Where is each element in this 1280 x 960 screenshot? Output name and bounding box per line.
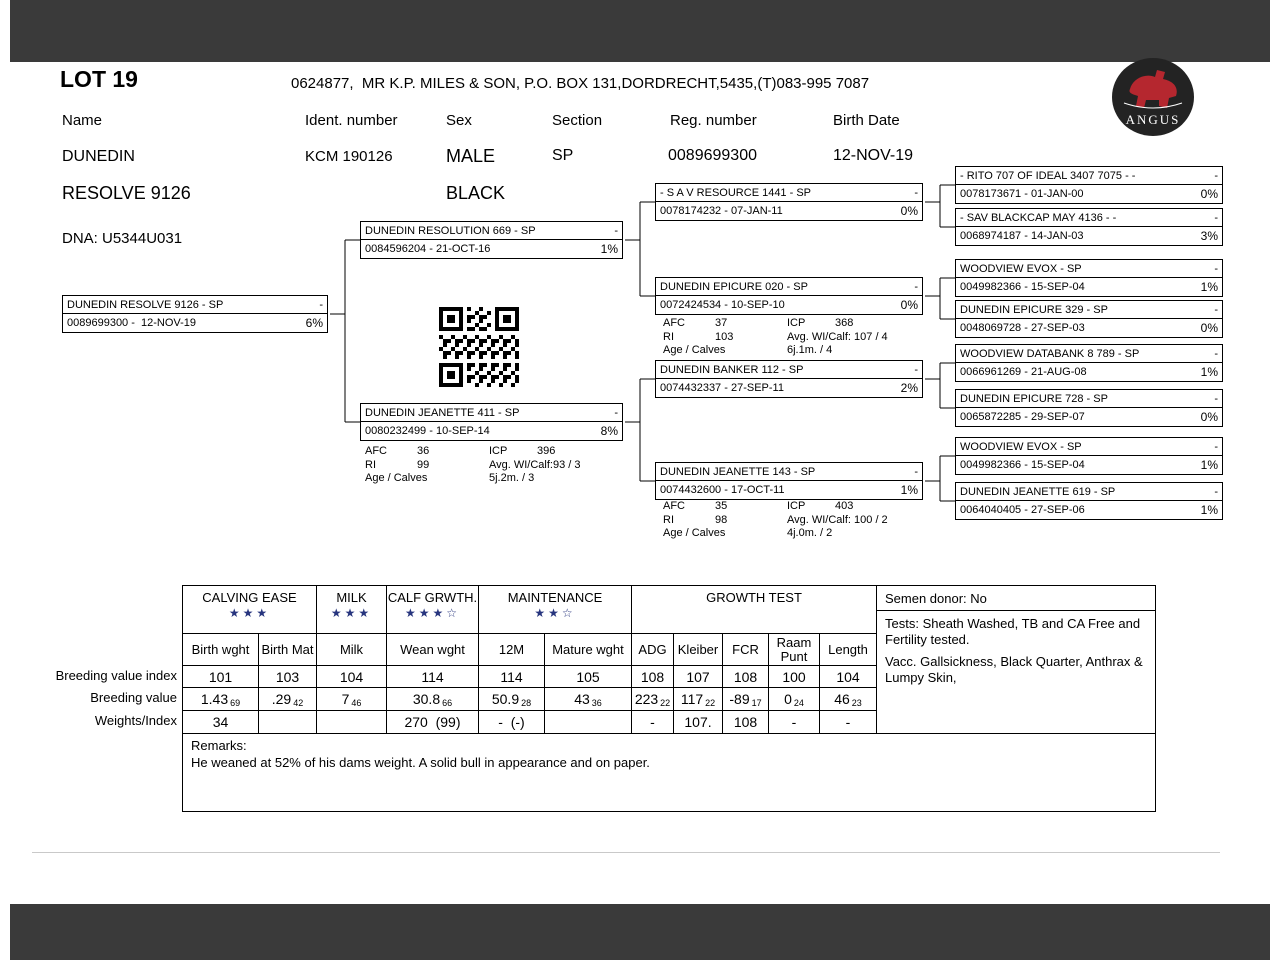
afc-value: 35 bbox=[715, 500, 728, 512]
afc-value: 37 bbox=[715, 317, 728, 329]
semen-donor-text: Semen donor: No bbox=[877, 586, 1155, 611]
lot-number: LOT 19 bbox=[60, 66, 138, 92]
stats-dam bbox=[365, 445, 623, 486]
pedigree-name: - S A V RESOURCE 1441 - SP bbox=[660, 186, 812, 199]
age-calves-label: Age / Calves bbox=[663, 527, 726, 539]
pedigree-reg: 0089699300 - 12-NOV-19 bbox=[67, 317, 197, 329]
weight-cell bbox=[258, 710, 316, 733]
angus-logo-text: ANGUS bbox=[1125, 112, 1181, 127]
ebv-cell: 0 24 bbox=[768, 687, 819, 710]
pedigree-flag: - bbox=[1214, 262, 1218, 275]
pedigree-box-ggp8 bbox=[955, 482, 1223, 520]
age-calves-value: 6j.1m. / 4 bbox=[787, 344, 833, 356]
weight-cell bbox=[544, 710, 631, 733]
star-rating: ★★★☆ bbox=[404, 606, 461, 620]
reg-value: 0089699300 bbox=[668, 147, 757, 164]
pedigree-reg: 0084596204 - 21-OCT-16 bbox=[365, 243, 491, 255]
pedigree-box-dam bbox=[360, 403, 623, 441]
star-rating: ★★★ bbox=[228, 606, 271, 620]
pedigree-box-sire bbox=[360, 221, 623, 259]
stats-dam-dam bbox=[663, 500, 925, 541]
accuracy-subscript: 24 bbox=[793, 698, 804, 708]
accuracy-subscript: 66 bbox=[442, 698, 453, 708]
pedigree-inbreeding-pct: 0% bbox=[1200, 187, 1218, 201]
pedigree-box-dam-dam bbox=[655, 462, 923, 500]
avg-wi-calf: Avg. WI/Calf: 107 / 4 bbox=[787, 330, 888, 343]
weight-cell: - (-) bbox=[478, 710, 544, 733]
age-calves-value: 4j.0m. / 2 bbox=[787, 527, 833, 539]
icp-value: 403 bbox=[835, 500, 854, 512]
pedigree-inbreeding-pct: 0% bbox=[1200, 410, 1218, 424]
pedigree-name: DUNEDIN EPICURE 020 - SP bbox=[660, 280, 808, 293]
pedigree-flag: - bbox=[1214, 440, 1218, 453]
pedigree-name: WOODVIEW EVOX - SP bbox=[960, 262, 1082, 275]
animal-name-line1: DUNEDIN bbox=[62, 148, 135, 165]
pedigree-inbreeding-pct: 3% bbox=[1200, 229, 1218, 243]
pedigree-box-ggp1 bbox=[955, 166, 1223, 204]
index-cell: 114 bbox=[478, 665, 544, 687]
pedigree-reg: 0074432337 - 27-SEP-11 bbox=[660, 382, 784, 394]
pedigree-box-ggp6 bbox=[955, 389, 1223, 427]
angus-logo bbox=[1110, 57, 1196, 137]
pedigree-flag: - bbox=[1214, 303, 1218, 316]
pedigree-inbreeding-pct: 1% bbox=[600, 242, 618, 256]
pedigree-name: WOODVIEW DATABANK 8 789 - SP bbox=[960, 347, 1140, 360]
pedigree-inbreeding-pct: 0% bbox=[900, 298, 918, 312]
side-info-panel bbox=[876, 586, 1155, 733]
reg-label: Reg. number bbox=[670, 112, 757, 129]
remarks-label: Remarks: bbox=[191, 738, 247, 753]
pedigree-flag: - bbox=[914, 280, 918, 293]
avg-wi-calf: Avg. WI/Calf:93 / 3 bbox=[489, 458, 581, 471]
section-value: SP bbox=[552, 147, 574, 164]
weight-cell bbox=[316, 710, 386, 733]
ident-label: Ident. number bbox=[305, 112, 398, 129]
index-cell: 104 bbox=[819, 665, 876, 687]
row-label-breeding-value-index: Breeding value index bbox=[55, 668, 177, 683]
colour-value: BLACK bbox=[446, 183, 506, 203]
pedigree-box-dam-sire bbox=[655, 360, 923, 398]
pedigree-inbreeding-pct: 6% bbox=[305, 316, 323, 330]
ri-label: RI bbox=[365, 458, 376, 471]
pedigree-flag: - bbox=[914, 465, 918, 478]
pedigree-inbreeding-pct: 1% bbox=[1200, 458, 1218, 472]
tests-text: Tests: Sheath Washed, TB and CA Free and Fertility tested. bbox=[885, 616, 1141, 647]
accuracy-subscript: 36 bbox=[591, 698, 602, 708]
pedigree-reg: 0080232499 - 10-SEP-14 bbox=[365, 425, 490, 437]
pedigree-name: DUNEDIN EPICURE 329 - SP bbox=[960, 303, 1108, 316]
index-cell: 105 bbox=[544, 665, 631, 687]
vaccinations-text: Vacc. Gallsickness, Black Quarter, Anthrax & Lumpy Skin, bbox=[885, 654, 1143, 685]
pedigree-box-animal bbox=[62, 295, 328, 333]
group-calving-ease bbox=[183, 586, 316, 633]
section-label: Section bbox=[552, 112, 603, 129]
weight-cell: - bbox=[819, 710, 876, 733]
row-label-breeding-value: Breeding value bbox=[90, 690, 177, 705]
accuracy-subscript: 22 bbox=[705, 698, 716, 708]
breeding-value-table bbox=[182, 585, 1156, 734]
ebv-cell: 46 23 bbox=[819, 687, 876, 710]
pedigree-reg: 0078173671 - 01-JAN-00 bbox=[960, 188, 1084, 200]
ri-value: 99 bbox=[417, 458, 430, 471]
group-label: CALF GRWTH. bbox=[387, 590, 478, 605]
ebv-cell: 7 46 bbox=[316, 687, 386, 710]
pedigree-name: DUNEDIN JEANETTE 619 - SP bbox=[960, 485, 1116, 498]
pedigree-box-sire-dam bbox=[655, 277, 923, 315]
col-header-milk: Milk bbox=[316, 633, 386, 665]
pedigree-inbreeding-pct: 0% bbox=[1200, 321, 1218, 335]
index-cell: 114 bbox=[386, 665, 478, 687]
dna-number: DNA: U5344U031 bbox=[62, 230, 183, 247]
accuracy-subscript: 22 bbox=[660, 698, 671, 708]
weight-cell: 34 bbox=[183, 710, 258, 733]
icp-label: ICP bbox=[787, 500, 806, 512]
pedigree-name: - RITO 707 OF IDEAL 3407 7075 - - bbox=[960, 169, 1136, 182]
weight-cell: 108 bbox=[722, 710, 768, 733]
ebv-cell: 50.9 28 bbox=[478, 687, 544, 710]
col-header-fcr: FCR bbox=[722, 633, 768, 665]
group-label: MILK bbox=[336, 590, 367, 605]
pedigree-reg: 0049982366 - 15-SEP-04 bbox=[960, 281, 1085, 293]
icp-value: 368 bbox=[835, 317, 854, 329]
remarks-text: He weaned at 52% of his dams weight. A solid bull in appearance and on paper. bbox=[191, 755, 650, 770]
index-cell: 108 bbox=[722, 665, 768, 687]
group-growth-test bbox=[631, 586, 876, 633]
pedigree-flag: - bbox=[614, 224, 618, 237]
pedigree-flag: - bbox=[1214, 485, 1218, 498]
pedigree-name: WOODVIEW EVOX - SP bbox=[960, 440, 1082, 453]
col-header-length: Length bbox=[819, 633, 876, 665]
ebv-cell: 43 36 bbox=[544, 687, 631, 710]
qr-code bbox=[435, 303, 523, 396]
pedigree-name: DUNEDIN RESOLVE 9126 - SP bbox=[67, 298, 224, 311]
col-header-birth-mat: Birth Mat bbox=[258, 633, 316, 665]
index-cell: 104 bbox=[316, 665, 386, 687]
weight-cell: 107. bbox=[673, 710, 722, 733]
col-header-raam-punt: Raam Punt bbox=[768, 633, 819, 665]
pedigree-box-ggp3 bbox=[955, 259, 1223, 297]
pedigree-inbreeding-pct: 1% bbox=[1200, 503, 1218, 517]
index-cell: 101 bbox=[183, 665, 258, 687]
col-header-mature-wght: Mature wght bbox=[544, 633, 631, 665]
pedigree-reg: 0078174232 - 07-JAN-11 bbox=[660, 205, 783, 217]
pedigree-flag: - bbox=[1214, 347, 1218, 360]
stats-sire-dam bbox=[663, 317, 925, 358]
afc-label: AFC bbox=[663, 317, 685, 329]
pedigree-reg: 0068974187 - 14-JAN-03 bbox=[960, 230, 1084, 242]
pedigree-reg: 0049982366 - 15-SEP-04 bbox=[960, 459, 1085, 471]
age-calves-label: Age / Calves bbox=[663, 344, 726, 356]
accuracy-subscript: 42 bbox=[293, 698, 304, 708]
index-cell: 107 bbox=[673, 665, 722, 687]
angus-logo-graphic bbox=[1110, 57, 1196, 137]
pedigree-reg: 0065872285 - 29-SEP-07 bbox=[960, 411, 1085, 423]
top-bar bbox=[10, 0, 1270, 62]
age-calves-value: 5j.2m. / 3 bbox=[489, 472, 535, 484]
afc-label: AFC bbox=[663, 500, 685, 512]
avg-wi-calf: Avg. WI/Calf: 100 / 2 bbox=[787, 513, 888, 526]
ri-label: RI bbox=[663, 330, 674, 343]
ident-value: KCM 190126 bbox=[305, 148, 393, 165]
weight-cell: - bbox=[768, 710, 819, 733]
col-header-kleiber: Kleiber bbox=[673, 633, 722, 665]
index-cell: 108 bbox=[631, 665, 673, 687]
pedigree-name: DUNEDIN BANKER 112 - SP bbox=[660, 363, 804, 376]
ebv-cell: 1.43 69 bbox=[183, 687, 258, 710]
icp-label: ICP bbox=[787, 317, 806, 329]
weight-cell: - bbox=[631, 710, 673, 733]
ri-label: RI bbox=[663, 513, 674, 526]
afc-value: 36 bbox=[417, 445, 430, 457]
pedigree-flag: - bbox=[1214, 392, 1218, 405]
pedigree-reg: 0072424534 - 10-SEP-10 bbox=[660, 299, 785, 311]
ebv-cell: 117 22 bbox=[673, 687, 722, 710]
name-label: Name bbox=[62, 112, 103, 129]
age-calves-label: Age / Calves bbox=[365, 472, 428, 484]
group-label: MAINTENANCE bbox=[507, 590, 603, 605]
pedigree-reg: 0074432600 - 17-OCT-11 bbox=[660, 484, 785, 496]
pedigree-name: DUNEDIN EPICURE 728 - SP bbox=[960, 392, 1108, 405]
ebv-cell: -89 17 bbox=[722, 687, 768, 710]
breeder-contact-line: 0624877, MR K.P. MILES & SON, P.O. BOX 131,DORDRECHT,5435,(T)083-995 7087 bbox=[291, 75, 870, 92]
ebv-cell: 223 22 bbox=[631, 687, 673, 710]
remarks-box bbox=[182, 733, 1156, 812]
weight-cell: 270 (99) bbox=[386, 710, 478, 733]
group-label: CALVING EASE bbox=[202, 590, 297, 605]
pedigree-reg: 0048069728 - 27-SEP-03 bbox=[960, 322, 1085, 334]
pedigree-flag: - bbox=[614, 406, 618, 419]
pedigree-box-sire-sire bbox=[655, 183, 923, 221]
birth-label: Birth Date bbox=[833, 112, 900, 129]
pedigree-inbreeding-pct: 2% bbox=[900, 381, 918, 395]
pedigree-flag: - bbox=[319, 298, 323, 311]
index-cell: 100 bbox=[768, 665, 819, 687]
accuracy-subscript: 17 bbox=[751, 698, 762, 708]
ri-value: 103 bbox=[715, 330, 734, 343]
pedigree-inbreeding-pct: 1% bbox=[1200, 280, 1218, 294]
accuracy-subscript: 23 bbox=[851, 698, 862, 708]
pedigree-flag: - bbox=[914, 186, 918, 199]
pedigree-inbreeding-pct: 1% bbox=[900, 483, 918, 497]
accuracy-subscript: 69 bbox=[230, 698, 241, 708]
star-rating: ★★☆ bbox=[534, 606, 576, 620]
birth-value: 12-NOV-19 bbox=[833, 147, 914, 164]
group-calf-growth bbox=[386, 586, 478, 633]
col-header-adg: ADG bbox=[631, 633, 673, 665]
pedigree-name: DUNEDIN JEANETTE 411 - SP bbox=[365, 406, 520, 419]
sex-label: Sex bbox=[446, 112, 472, 129]
ebv-cell: 30.8 66 bbox=[386, 687, 478, 710]
pedigree-inbreeding-pct: 0% bbox=[900, 204, 918, 218]
col-header-12m: 12M bbox=[478, 633, 544, 665]
group-milk bbox=[316, 586, 386, 633]
pedigree-name: - SAV BLACKCAP MAY 4136 - - bbox=[960, 211, 1117, 224]
pedigree-box-ggp5 bbox=[955, 344, 1223, 382]
pedigree-inbreeding-pct: 1% bbox=[1200, 365, 1218, 379]
accuracy-subscript: 46 bbox=[351, 698, 362, 708]
pedigree-flag: - bbox=[1214, 211, 1218, 224]
pedigree-reg: 0064040405 - 27-SEP-06 bbox=[960, 504, 1085, 516]
star-rating: ★★★ bbox=[330, 606, 373, 620]
icp-value: 396 bbox=[537, 445, 556, 457]
col-header-wean-wght: Wean wght bbox=[386, 633, 478, 665]
afc-label: AFC bbox=[365, 445, 387, 457]
pedigree-name: DUNEDIN JEANETTE 143 - SP bbox=[660, 465, 816, 478]
pedigree-box-ggp7 bbox=[955, 437, 1223, 475]
pedigree-flag: - bbox=[1214, 169, 1218, 182]
group-label: GROWTH TEST bbox=[706, 590, 802, 605]
group-maintenance bbox=[478, 586, 631, 633]
footer-divider bbox=[32, 852, 1220, 853]
ebv-cell: .29 42 bbox=[258, 687, 316, 710]
pedigree-inbreeding-pct: 8% bbox=[600, 424, 618, 438]
pedigree-reg: 0066961269 - 21-AUG-08 bbox=[960, 366, 1087, 378]
pedigree-box-ggp4 bbox=[955, 300, 1223, 338]
ri-value: 98 bbox=[715, 513, 728, 526]
accuracy-subscript: 28 bbox=[521, 698, 532, 708]
pedigree-name: DUNEDIN RESOLUTION 669 - SP bbox=[365, 224, 536, 237]
index-cell: 103 bbox=[258, 665, 316, 687]
col-header-birth-wght: Birth wght bbox=[183, 633, 258, 665]
pedigree-flag: - bbox=[914, 363, 918, 376]
icp-label: ICP bbox=[489, 445, 508, 457]
animal-name-line2: RESOLVE 9126 bbox=[62, 183, 191, 203]
sex-value: MALE bbox=[446, 146, 496, 166]
pedigree-box-ggp2 bbox=[955, 208, 1223, 246]
bottom-bar bbox=[10, 904, 1270, 960]
row-label-weights-index: Weights/Index bbox=[94, 713, 177, 728]
